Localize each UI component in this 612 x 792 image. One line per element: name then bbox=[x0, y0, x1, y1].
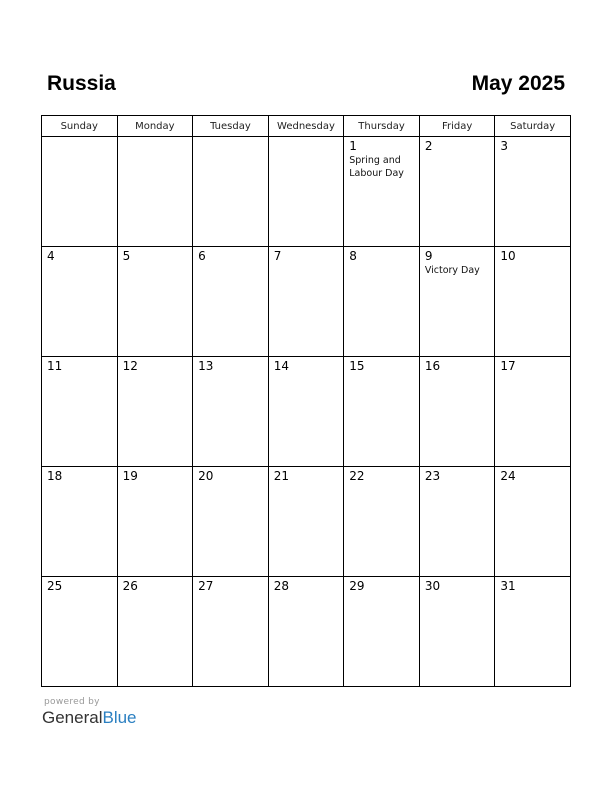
weekday-header: Friday bbox=[419, 116, 495, 137]
day-cell-content bbox=[42, 137, 117, 141]
holiday-label: Spring and Labour Day bbox=[349, 155, 404, 179]
generalblue-logo[interactable] bbox=[42, 708, 137, 728]
day-number: 3 bbox=[500, 139, 509, 153]
day-cell bbox=[495, 137, 571, 247]
week-row bbox=[42, 137, 571, 247]
day-cell-content bbox=[193, 247, 268, 265]
day-cell-content bbox=[118, 247, 193, 265]
day-cell bbox=[344, 357, 420, 467]
day-number: 11 bbox=[47, 359, 63, 373]
day-number: 25 bbox=[47, 579, 63, 593]
day-cell-content bbox=[344, 357, 419, 375]
day-cell-content bbox=[42, 577, 117, 595]
weekday-header: Thursday bbox=[344, 116, 420, 137]
weekday-header-row bbox=[42, 116, 571, 137]
day-cell bbox=[344, 247, 420, 357]
powered-by-text: powered by bbox=[44, 697, 100, 707]
day-number: 1 bbox=[349, 139, 357, 153]
day-cell bbox=[419, 357, 495, 467]
day-cell bbox=[117, 357, 193, 467]
weekday-header: Monday bbox=[117, 116, 193, 137]
country-title: Russia bbox=[47, 72, 116, 95]
day-cell bbox=[193, 357, 269, 467]
day-cell-content bbox=[495, 247, 570, 265]
day-cell bbox=[344, 467, 420, 577]
day-cell bbox=[193, 137, 269, 247]
day-number: 26 bbox=[122, 579, 138, 593]
day-number: 16 bbox=[424, 359, 441, 373]
day-cell bbox=[495, 467, 571, 577]
day-number: 5 bbox=[122, 249, 131, 263]
day-cell-content bbox=[118, 467, 193, 485]
weekday-header: Sunday bbox=[42, 116, 118, 137]
day-cell-content bbox=[269, 577, 344, 595]
day-cell bbox=[268, 467, 344, 577]
day-number: 7 bbox=[273, 249, 282, 263]
day-number: 24 bbox=[500, 469, 516, 483]
day-number: 6 bbox=[198, 249, 206, 263]
day-number: 18 bbox=[47, 469, 63, 483]
day-cell bbox=[193, 247, 269, 357]
day-number: 22 bbox=[349, 469, 365, 483]
day-number: 20 bbox=[198, 469, 214, 483]
weekday-header: Tuesday bbox=[193, 116, 269, 137]
day-cell-content bbox=[42, 247, 117, 265]
weekday-header: Wednesday bbox=[268, 116, 344, 137]
week-row bbox=[42, 357, 571, 467]
day-cell-content bbox=[118, 357, 193, 375]
day-cell bbox=[42, 467, 118, 577]
day-cell bbox=[419, 577, 495, 687]
brand-general: General bbox=[42, 708, 103, 727]
day-cell-content bbox=[495, 357, 570, 375]
day-cell bbox=[344, 577, 420, 687]
day-number: 31 bbox=[500, 579, 516, 593]
day-cell-content bbox=[193, 137, 268, 141]
day-number: 10 bbox=[500, 249, 516, 263]
day-cell bbox=[42, 247, 118, 357]
day-number: 21 bbox=[273, 469, 289, 483]
day-cell-content bbox=[344, 577, 419, 595]
day-number: 8 bbox=[349, 249, 357, 263]
holiday-label: Victory Day bbox=[424, 265, 480, 276]
week-row bbox=[42, 247, 571, 357]
day-cell-content bbox=[193, 357, 268, 375]
day-cell-content bbox=[269, 247, 344, 265]
week-row bbox=[42, 467, 571, 577]
day-number: 28 bbox=[273, 579, 289, 593]
month-year-title: May 2025 bbox=[471, 72, 565, 95]
day-cell bbox=[42, 357, 118, 467]
day-cell bbox=[117, 247, 193, 357]
day-cell-content bbox=[420, 247, 495, 279]
week-row bbox=[42, 577, 571, 687]
day-number: 12 bbox=[122, 359, 138, 373]
day-number: 13 bbox=[198, 359, 214, 373]
day-cell-content bbox=[420, 357, 495, 375]
day-cell-content bbox=[344, 137, 419, 182]
day-cell bbox=[268, 357, 344, 467]
day-cell-content bbox=[495, 137, 570, 155]
day-cell bbox=[42, 577, 118, 687]
day-number: 15 bbox=[349, 359, 365, 373]
day-number: 9 bbox=[424, 249, 433, 263]
day-cell bbox=[495, 577, 571, 687]
day-cell bbox=[117, 137, 193, 247]
day-number: 30 bbox=[424, 579, 441, 593]
day-cell bbox=[193, 467, 269, 577]
day-cell-content bbox=[269, 357, 344, 375]
day-cell-content bbox=[344, 467, 419, 485]
day-number: 29 bbox=[349, 579, 365, 593]
day-cell bbox=[495, 357, 571, 467]
day-cell-content bbox=[420, 137, 495, 155]
day-cell bbox=[495, 247, 571, 357]
day-cell-content bbox=[42, 357, 117, 375]
day-cell bbox=[268, 247, 344, 357]
day-cell-content bbox=[269, 137, 344, 141]
day-cell-content bbox=[193, 467, 268, 485]
day-cell bbox=[419, 247, 495, 357]
day-cell bbox=[344, 137, 420, 247]
day-number: 4 bbox=[47, 249, 55, 263]
day-cell bbox=[193, 577, 269, 687]
day-cell-content bbox=[42, 467, 117, 485]
day-cell-content bbox=[193, 577, 268, 595]
day-number: 27 bbox=[198, 579, 214, 593]
day-cell bbox=[419, 467, 495, 577]
day-cell-content bbox=[420, 467, 495, 485]
day-number: 19 bbox=[122, 469, 138, 483]
day-cell-content bbox=[344, 247, 419, 265]
day-cell-content bbox=[420, 577, 495, 595]
brand-blue: Blue bbox=[102, 708, 137, 727]
day-cell-content bbox=[269, 467, 344, 485]
day-cell-content bbox=[495, 467, 570, 485]
calendar-grid bbox=[41, 115, 571, 687]
day-cell bbox=[419, 137, 495, 247]
day-cell bbox=[42, 137, 118, 247]
day-cell bbox=[117, 467, 193, 577]
day-cell bbox=[117, 577, 193, 687]
day-cell-content bbox=[118, 577, 193, 595]
day-cell-content bbox=[495, 577, 570, 595]
day-number: 17 bbox=[500, 359, 516, 373]
day-number: 23 bbox=[424, 469, 441, 483]
day-number: 2 bbox=[424, 139, 433, 153]
day-number: 14 bbox=[273, 359, 289, 373]
day-cell bbox=[268, 577, 344, 687]
day-cell-content bbox=[118, 137, 193, 141]
day-cell bbox=[268, 137, 344, 247]
weekday-header: Saturday bbox=[495, 116, 571, 137]
